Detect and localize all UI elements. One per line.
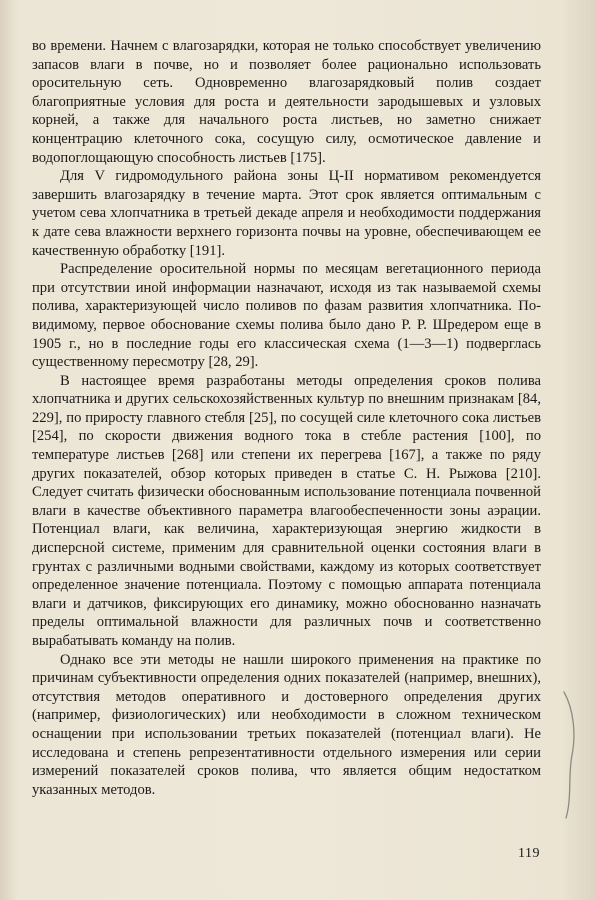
margin-pencil-bracket (558, 690, 582, 820)
body-text (32, 37, 541, 799)
paragraph-2: Для V гидромодульного района зоны Ц-II нормативом рекомендуется завершить влагозарядку в течение марта. Этот срок является оптимальным с учетом сева хлопчатника в третьей декаде апреля и необходимости поддержания к дате сева влажности верхнего горизонта почвы на уровне, обеспечивающем ее качественную обработку [191]. (32, 168, 541, 259)
paragraph-4: В настоящее время разработаны методы определения сроков полива хлопчатника и других сельскохозяйственных культур по внешним признакам [84, 229], по приросту главного стебля [25], по сосущей силе клеточного сока листьев [254], по скорости движения водного тока в стебле растения [100], по температуре листьев [268] или степени их перегрева [167], а также по ряду других показателей, обзор которых приведен в статье С. Н. Рыжова [210]. Следует считать физически обоснованным использование потенциала почвенной влаги в качестве объективного параметра влагообеспеченности зоны аэрации. Потенциал влаги, как величина, характеризующая энергию жидкости в дисперсной системе, применим для сравнительной оценки состояния влаги в грунтах с различными водными свойствами, каждому из которых соответствует определенное значение потенциала. Поэтому с помощью аппарата потенциала влаги и датчиков, фиксирующих его динамику, можно обоснованно назначать пределы оптимальной влажности для различных почв и соответственно вырабатывать команду на полив. (32, 372, 541, 649)
page-number: 119 (518, 846, 540, 861)
paragraph-1: во времени. Начнем с влагозарядки, которая не только способствует увеличению запасов влаги в почве, но и позволяет более рационально использовать оросительную сеть. Одновременно влагозарядковый полив создает благоприятные условия для роста и деятельности зародышевых и узловых корней, а также для начального роста листьев, но заметно снижает концентрацию клеточного сока, сосущую силу, осмотическое давление и водопоглощающую способность листьев [175]. (32, 38, 541, 166)
paragraph-5: Однако все эти методы не нашли широкого применения на практике по причинам субъективности определения одних показателей (например, внешних), отсутствия методов оперативного и достоверного определения других (например, физиологических) или необходимости в сложном техническом оснащении при использовании третьих показателей (потенциал влаги). Не исследована и степень репрезентативности отдельного измерения или серии измерений показателей сроков полива, что является общим недостатком указанных методов. (32, 651, 541, 798)
paragraph-3: Распределение оросительной нормы по месяцам вегетационного периода при отсутствии иной информации назначают, исходя из так называемой схемы полива, характеризующей число поливов по фазам развития хлопчатника. По-видимому, первое обоснование схемы полива было дано Р. Р. Шредером еще в 1905 г., но в последние годы его классическая схема (1—3—1) подверглась существенному пересмотру [28, 29]. (32, 261, 541, 371)
